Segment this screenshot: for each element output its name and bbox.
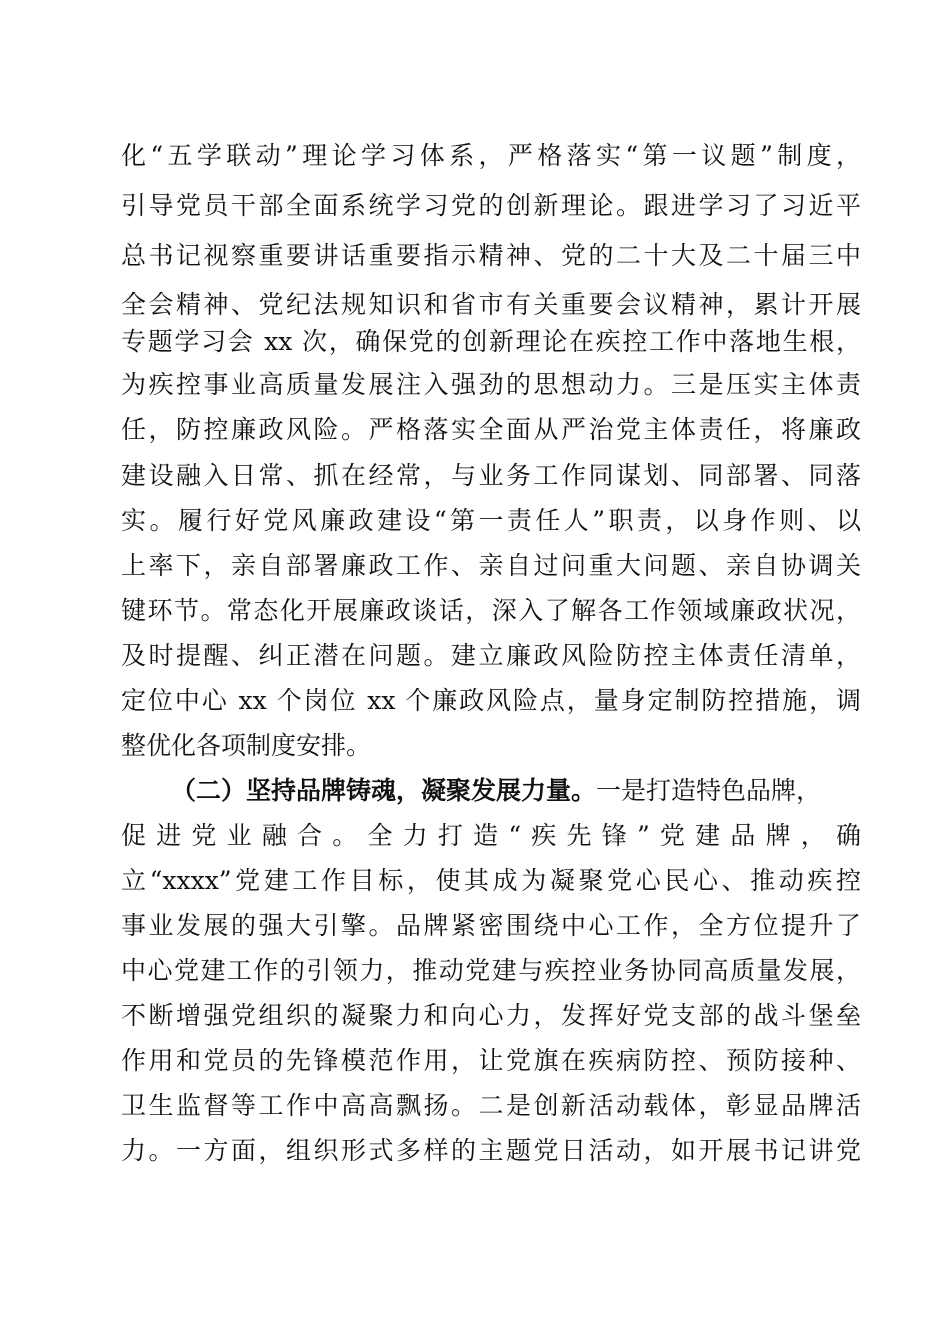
body-text-line: 引导党员干部全面系统学习党的创新理论。跟进学习了习近平 [121, 191, 861, 220]
body-text-line: 力。一方面，组织形式多样的主题党日活动，如开展书记讲党 [121, 1136, 861, 1165]
body-text-line: 卫生监督等工作中高高飘扬。二是创新活动载体，彰显品牌活 [121, 1091, 861, 1120]
body-text-line: 键环节。常态化开展廉政谈话，深入了解各工作领域廉政状况， [121, 596, 861, 625]
section-heading-rest: 一是打造特色品牌， [596, 776, 822, 805]
section-heading: （二）坚持品牌铸魂，凝聚发展力量。 [171, 776, 597, 805]
body-text-line: 不断增强党组织的凝聚力和向心力，发挥好党支部的战斗堡垒 [121, 1001, 861, 1030]
body-text-line: 定位中心 xx 个岗位 xx 个廉政风险点，量身定制防控措施，调 [121, 686, 861, 715]
body-text-line: 上率下，亲自部署廉政工作、亲自过问重大问题、亲自协调关 [121, 551, 861, 580]
body-text-line: 立“xxxx”党建工作目标，使其成为凝聚党心民心、推动疾控 [121, 866, 861, 895]
body-text-line: 建设融入日常、抓在经常，与业务工作同谋划、同部署、同落 [121, 461, 861, 490]
body-text-line: 专题学习会 xx 次，确保党的创新理论在疾控工作中落地生根， [121, 327, 861, 356]
section-heading-line [171, 771, 861, 811]
body-text-line: 实。履行好党风廉政建设“第一责任人”职责，以身作则、以 [121, 506, 861, 535]
body-text-line: 促进党业融合。全力打造“疾先锋”党建品牌，确 [121, 821, 861, 850]
body-text-line: 整优化各项制度安排。 [121, 731, 372, 760]
body-text-line: 作用和党员的先锋模范作用，让党旗在疾病防控、预防接种、 [121, 1046, 861, 1075]
body-text-line: 总书记视察重要讲话重要指示精神、党的二十大及二十届三中 [121, 241, 861, 270]
body-text-line: 事业发展的强大引擎。品牌紧密围绕中心工作，全方位提升了 [121, 911, 861, 940]
body-text-line: 为疾控事业高质量发展注入强劲的思想动力。三是压实主体责 [121, 370, 861, 399]
body-text-line: 中心党建工作的引领力，推动党建与疾控业务协同高质量发展， [121, 956, 861, 985]
body-text-line: 任，防控廉政风险。严格落实全面从严治党主体责任，将廉政 [121, 415, 861, 444]
body-text-line: 化“五学联动”理论学习体系，严格落实“第一议题”制度， [121, 141, 861, 170]
body-text-line: 全会精神、党纪法规知识和省市有关重要会议精神，累计开展 [121, 290, 861, 319]
body-text-line: 及时提醒、纠正潜在问题。建立廉政风险防控主体责任清单， [121, 641, 861, 670]
